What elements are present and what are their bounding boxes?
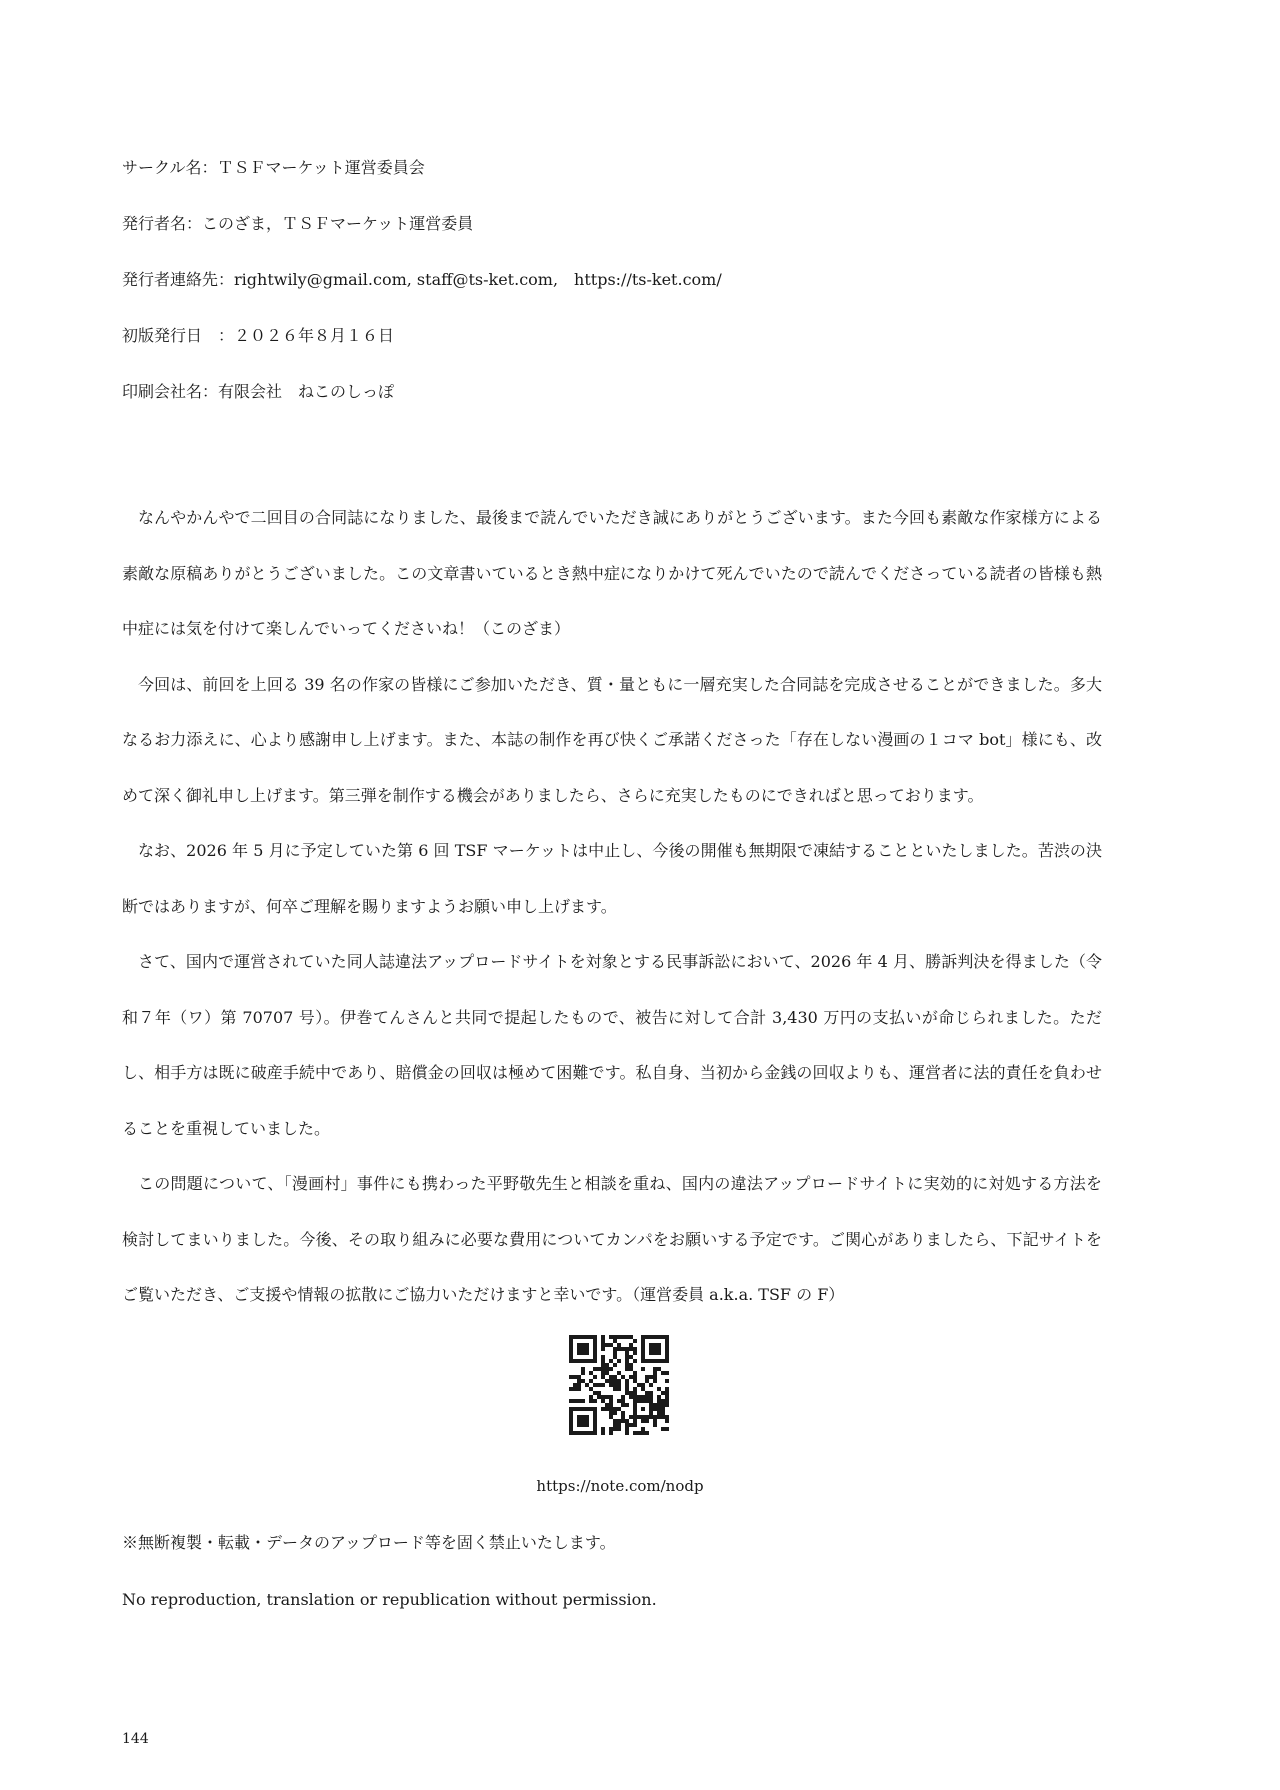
afterword-paragraph: この問題について、「漫画村」事件にも携わった平野敬先生と相談を重ね、国内の違法アップロードサイトに実効的に対処する方法を検討してまいりました。今後、その取り組みに必要な費用についてカンパをお願いする予定です。ご関心がありましたら、下記サイトをご覧いただき、ご支援や情報の拡散にご協力いただけますと幸いです。（運営委員 a.k.a. TSF の F） [122,1174,1102,1304]
copyright-notice-en: No reproduction, translation or republication without permission. [122,1590,657,1609]
afterword-paragraph: 今回は、前回を上回る 39 名の作家の皆様にご参加いただき、質・量ともに一層充実した合同誌を完成させることができました。多大なるお力添えに、心より感謝申し上げます。また、本誌の制作を再び快くご承諾くださった「存在しない漫画の１コマ bot」様にも、改めて深く御礼申し上げます。第三弾を制作する機会がありましたら、さらに充実したものにできればと思っております。 [122,674,1102,805]
colophon [122,158,1122,438]
page-number: 144 [122,1731,149,1747]
afterword-body [122,490,1102,1323]
publisher-name: 発行者名：このざま，ＴＳＦマーケット運営委員 [122,214,474,233]
qr-url-link[interactable]: https://note.com/nodp [536,1477,704,1495]
copyright-notice-ja: ※無断複製・転載・データのアップロード等を固く禁止いたします。 [122,1533,616,1552]
first-edition-date: 初版発行日 ：２０２６年８月１６日 [122,326,395,345]
publisher-contact: 発行者連絡先：rightwily@gmail.com, staff@ts-ket.com, https://ts-ket.com/ [122,270,722,289]
printer-name: 印刷会社名：有限会社 ねこのしっぽ [122,382,395,401]
afterword-paragraph: さて、国内で運営されていた同人誌違法アップロードサイトを対象とする民事訴訟において、2026 年 4 月、勝訴判決を得ました（令和７年（ワ）第 70707 号）。伊巻てんさんと共同で提起したもので、被告に対して合計 3,430 万円の支払いが命じられました。ただし、相手方は既に破産手続中であり、賠償金の回収は極めて困難です。私自身、当初から金銭の回収よりも、運営者に法的責任を負わせることを重視していました。 [122,952,1102,1138]
afterword-paragraph: なんやかんやで二回目の合同誌になりました、最後まで読んでいただき誠にありがとうございます。また今回も素敵な作家様方による素敵な原稿ありがとうございました。この文章書いているとき熱中症になりかけて死んでいたので読んでくださっている読者の皆様も熱中症には気を付けて楽しんでいってくださいね！（このざま） [122,508,1102,638]
circle-name: サークル名：ＴＳＦマーケット運営委員会 [122,158,425,177]
qr-code-icon[interactable] [569,1335,669,1435]
afterword-paragraph: なお、2026 年 5 月に予定していた第 6 回 TSF マーケットは中止し、今後の開催も無期限で凍結することといたしました。苦渋の決断ではありますが、何卒ご理解を賜りますようお願い申し上げます。 [122,841,1102,916]
